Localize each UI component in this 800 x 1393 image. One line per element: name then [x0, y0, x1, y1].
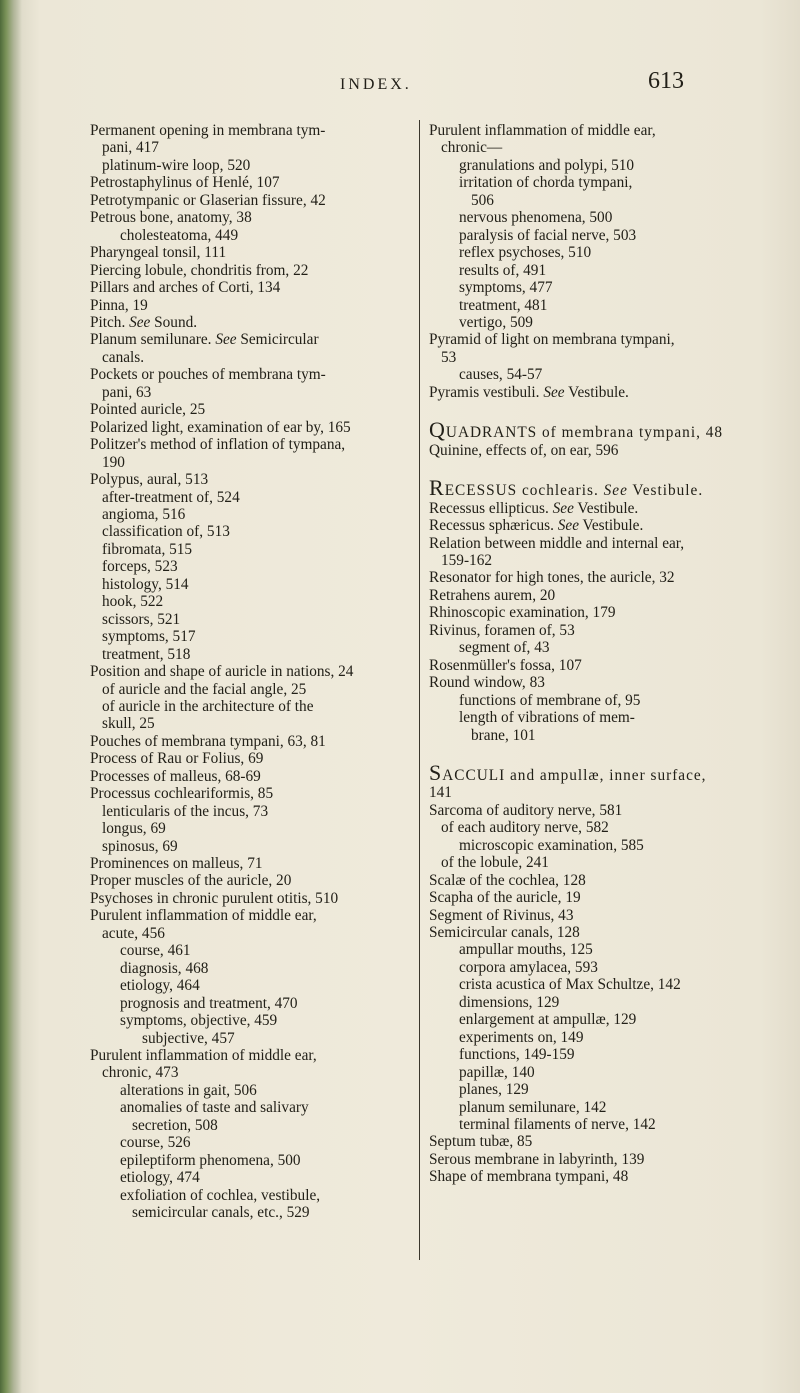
index-entry-line: Planum semilunare. See Semicircular	[90, 331, 319, 349]
index-entry-line: granulations and polypi, 510	[459, 156, 635, 174]
index-entry-line: Pyramis vestibuli. See Vestibule.	[429, 383, 629, 401]
index-entry-line: lenticularis of the incus, 73	[102, 802, 269, 820]
index-entry	[429, 157, 769, 174]
index-entry-line: Position and shape of auricle in nations, 24	[90, 663, 354, 681]
index-entry	[90, 663, 410, 733]
index-entry	[90, 506, 410, 523]
index-entry-line: Politzer's method of inflation of tympana,	[90, 436, 346, 454]
index-entry-line: skull, 25	[102, 715, 155, 733]
index-entry-line: Polarized light, examination of ear by, 165	[90, 418, 351, 436]
index-entry	[429, 889, 769, 906]
index-entry	[90, 331, 410, 366]
index-entry	[429, 209, 769, 226]
index-entry-line: functions, 149-159	[459, 1046, 575, 1064]
index-entry-line: Purulent inflammation of middle ear,	[90, 1047, 317, 1065]
index-column-right	[429, 122, 769, 1186]
index-column-left	[90, 122, 410, 1222]
index-entry	[429, 819, 769, 836]
index-entry	[429, 1011, 769, 1028]
index-entry-line: Scapha of the auricle, 19	[429, 889, 581, 907]
index-entry	[90, 628, 410, 645]
index-entry	[429, 314, 769, 331]
index-entry	[429, 122, 769, 157]
index-entry-line: cholesteatoma, 449	[120, 226, 239, 244]
index-entry	[429, 1099, 769, 1116]
index-entry-line: Recessus ellipticus. See Vestibule.	[429, 499, 639, 517]
index-entry-line: brane, 101	[471, 726, 536, 744]
index-entry	[429, 759, 769, 802]
index-entry	[90, 262, 410, 279]
index-entry-line: Sarcoma of auditory nerve, 581	[429, 801, 623, 819]
index-entry	[90, 523, 410, 540]
index-entry-line: 190	[102, 453, 125, 471]
page-number: 613	[648, 68, 684, 94]
index-entry	[90, 768, 410, 785]
index-entry-line: crista acustica of Max Schultze, 142	[459, 976, 681, 994]
section-gap	[429, 401, 769, 421]
index-entry	[90, 960, 410, 977]
index-entry	[90, 279, 410, 296]
index-entry	[90, 558, 410, 575]
index-entry-line: Processes of malleus, 68-69	[90, 767, 261, 785]
index-entry	[429, 692, 769, 709]
index-entry-line: Round window, 83	[429, 674, 545, 692]
index-entry-line: etiology, 464	[120, 977, 200, 995]
index-entry-line: canals.	[102, 348, 145, 366]
index-entry-line: Pinna, 19	[90, 296, 148, 314]
index-entry-line: paralysis of facial nerve, 503	[459, 226, 637, 244]
index-entry	[429, 331, 769, 366]
index-entry-line: Rivinus, foramen of, 53	[429, 621, 575, 639]
index-entry	[90, 401, 410, 418]
index-entry-line: reflex psychoses, 510	[459, 244, 592, 262]
index-entry	[90, 1169, 410, 1186]
index-entry-line: symptoms, 517	[102, 628, 196, 646]
index-entry-line: Scalæ of the cochlea, 128	[429, 871, 586, 889]
index-entry	[429, 262, 769, 279]
index-entry-line: of auricle in the architecture of the	[102, 697, 314, 715]
index-entry-line: Resonator for high tones, the auricle, 32	[429, 569, 675, 587]
index-entry-line: microscopic examination, 585	[459, 836, 644, 854]
index-entry-line: pani, 63	[102, 383, 152, 401]
index-entry-line: treatment, 518	[102, 645, 191, 663]
index-entry	[90, 174, 410, 191]
index-entry-line: chronic, 473	[102, 1064, 179, 1082]
index-entry-line: exfoliation of cochlea, vestibule,	[120, 1186, 321, 1204]
index-entry-line: acute, 456	[102, 924, 165, 942]
index-entry	[90, 1012, 410, 1029]
index-entry	[90, 227, 410, 244]
index-entry-line: length of vibrations of mem-	[459, 709, 635, 727]
index-entry	[90, 593, 410, 610]
index-entry	[429, 872, 769, 889]
index-entry-line: of auricle and the facial angle, 25	[102, 680, 307, 698]
index-entry-line: Pillars and arches of Corti, 134	[90, 279, 281, 297]
index-entry-line: diagnosis, 468	[120, 959, 209, 977]
index-entry	[429, 1133, 769, 1150]
index-entry-line: hook, 522	[102, 593, 164, 611]
index-entry	[90, 942, 410, 959]
index-entry	[429, 959, 769, 976]
index-entry-line: treatment, 481	[459, 296, 548, 314]
index-entry-line: of the lobule, 241	[441, 854, 549, 872]
index-entry	[90, 489, 410, 506]
index-entry	[90, 995, 410, 1012]
index-entry	[429, 1151, 769, 1168]
index-entry-line: Purulent inflammation of middle ear,	[90, 907, 317, 925]
index-entry-line: pani, 417	[102, 139, 159, 157]
index-entry-line: symptoms, objective, 459	[120, 1012, 278, 1030]
index-entry-line: course, 461	[120, 942, 191, 960]
index-entry	[90, 855, 410, 872]
index-entry-line: 506	[471, 191, 494, 209]
index-entry	[90, 157, 410, 174]
index-entry	[90, 436, 410, 471]
index-entry-line: planum semilunare, 142	[459, 1098, 607, 1116]
index-entry	[90, 977, 410, 994]
index-entry	[429, 994, 769, 1011]
index-entry-line: irritation of chorda tympani,	[459, 174, 633, 192]
index-entry	[90, 209, 410, 226]
section-initial-letter: S	[429, 759, 443, 785]
index-entry	[90, 297, 410, 314]
index-entry-line: Processus cochleariformis, 85	[90, 785, 274, 803]
index-entry-line: Purulent inflammation of middle ear,	[429, 122, 656, 139]
index-entry-line: Prominences on malleus, 71	[90, 855, 263, 873]
index-entry	[90, 872, 410, 889]
index-entry	[429, 1029, 769, 1046]
index-entry-line: fibromata, 515	[102, 540, 193, 558]
index-entry-line: Semicircular canals, 128	[429, 924, 580, 942]
index-entry	[90, 646, 410, 663]
index-entry	[90, 733, 410, 750]
index-entry	[90, 1099, 410, 1134]
index-entry	[90, 541, 410, 558]
index-entry	[429, 417, 769, 459]
section-initial-letter: Q	[429, 417, 446, 443]
index-entry	[429, 837, 769, 854]
index-entry-line: anomalies of taste and salivary	[120, 1099, 309, 1117]
index-entry-line: Shape of membrana tympani, 48	[429, 1168, 629, 1186]
index-entry	[429, 517, 769, 534]
index-entry-line: forceps, 523	[102, 558, 178, 576]
index-entry	[90, 366, 410, 401]
page-header	[0, 68, 800, 108]
index-entry-line: Pockets or pouches of membrana tym-	[90, 366, 326, 384]
section-gap	[429, 459, 769, 479]
index-entry-line: nervous phenomena, 500	[459, 209, 613, 227]
index-entry-line: symptoms, 477	[459, 279, 553, 297]
index-entry	[90, 890, 410, 907]
index-entry	[90, 1134, 410, 1151]
index-entry-line: papillæ, 140	[459, 1063, 535, 1081]
index-entry-line: Petrostaphylinus of Henlé, 107	[90, 174, 280, 192]
index-entry	[429, 854, 769, 871]
index-entry-line: 141	[429, 784, 452, 802]
index-entry-line: platinum-wire loop, 520	[102, 156, 251, 174]
index-entry-line: of each auditory nerve, 582	[441, 819, 609, 837]
index-entry-line: Process of Rau or Folius, 69	[90, 750, 264, 768]
index-entry	[90, 1047, 410, 1082]
index-entry	[429, 907, 769, 924]
index-entry-line: ampullar mouths, 125	[459, 941, 593, 959]
index-entry-line: experiments on, 149	[459, 1028, 584, 1046]
index-entry	[429, 976, 769, 993]
index-entry	[429, 174, 769, 209]
index-entry	[429, 1046, 769, 1063]
index-entry	[90, 192, 410, 209]
index-entry	[429, 941, 769, 958]
index-entry-line: vertigo, 509	[459, 313, 533, 331]
index-entry-line: chronic—	[441, 139, 503, 157]
book-spine-edge	[0, 0, 22, 1393]
section-initial-letter: R	[429, 475, 445, 501]
index-entry-line: Psychoses in chronic purulent otitis, 510	[90, 889, 339, 907]
index-entry	[429, 674, 769, 691]
index-entry-line: Proper muscles of the auricle, 20	[90, 872, 292, 890]
index-entry-line: corpora amylacea, 593	[459, 958, 598, 976]
index-entry-line: Pitch. See Sound.	[90, 313, 198, 331]
index-entry-line: Pyramid of light on membrana tympani,	[429, 331, 675, 349]
running-head: INDEX.	[340, 76, 412, 93]
index-entry-line: after-treatment of, 524	[102, 488, 240, 506]
index-entry-line: longus, 69	[102, 820, 166, 838]
index-entry	[429, 384, 769, 401]
index-entry-line: Pouches of membrana tympani, 63, 81	[90, 732, 326, 750]
index-entry-line: semicircular canals, etc., 529	[132, 1204, 310, 1222]
index-entry-line: Piercing lobule, chondritis from, 22	[90, 261, 309, 279]
index-entry	[90, 244, 410, 261]
index-entry	[429, 475, 769, 517]
index-entry	[429, 802, 769, 819]
index-entry-line: RECESSUS cochlearis. See Vestibule.	[429, 475, 704, 501]
index-entry-line: Relation between middle and internal ear,	[429, 534, 685, 552]
index-entry	[90, 1082, 410, 1099]
index-entry-line: secretion, 508	[132, 1116, 218, 1134]
index-entry-line: Retrahens aurem, 20	[429, 586, 556, 604]
index-entry-line: angioma, 516	[102, 505, 186, 523]
index-entry	[429, 657, 769, 674]
index-entry	[90, 1030, 410, 1047]
index-entry-line: functions of membrane of, 95	[459, 691, 641, 709]
index-entry-line: 53	[441, 348, 457, 366]
index-entry-line: spinosus, 69	[102, 837, 178, 855]
index-entry	[429, 587, 769, 604]
index-entry-line: Polypus, aural, 513	[90, 471, 209, 489]
index-entry-line: results of, 491	[459, 261, 547, 279]
index-entry	[429, 1081, 769, 1098]
index-entry-line: Segment of Rivinus, 43	[429, 906, 574, 924]
index-entry	[429, 366, 769, 383]
index-entry-line: segment of, 43	[459, 639, 550, 657]
index-entry	[429, 244, 769, 261]
index-entry-line: terminal filaments of nerve, 142	[459, 1116, 656, 1134]
index-entry	[429, 604, 769, 621]
index-entry-line: epileptiform phenomena, 500	[120, 1151, 301, 1169]
index-entry	[429, 1116, 769, 1133]
index-entry-line: Pointed auricle, 25	[90, 401, 206, 419]
index-entry-line: alterations in gait, 506	[120, 1081, 257, 1099]
index-entry-line: Petrous bone, anatomy, 38	[90, 209, 252, 227]
index-entry-line: course, 526	[120, 1134, 191, 1152]
index-entry-line: Serous membrane in labyrinth, 139	[429, 1150, 645, 1168]
index-entry-line: Rosenmüller's fossa, 107	[429, 656, 582, 674]
index-entry-line: SACCULI and ampullæ, inner surface,	[429, 759, 707, 785]
index-entry-line: Recessus sphæricus. See Vestibule.	[429, 517, 644, 535]
index-entry	[429, 639, 769, 656]
index-entry	[429, 569, 769, 586]
index-entry-line: classification of, 513	[102, 523, 230, 541]
index-entry	[90, 611, 410, 628]
index-entry	[90, 576, 410, 593]
index-entry	[90, 419, 410, 436]
index-entry-line: Pharyngeal tonsil, 111	[90, 244, 227, 262]
index-entry-line: etiology, 474	[120, 1169, 200, 1187]
column-divider	[419, 120, 420, 1260]
index-entry-line: Quinine, effects of, on ear, 596	[429, 441, 619, 459]
index-entry	[429, 279, 769, 296]
index-entry	[90, 750, 410, 767]
index-entry-line: scissors, 521	[102, 610, 181, 628]
index-entry	[90, 1152, 410, 1169]
index-entry	[429, 297, 769, 314]
index-entry	[429, 535, 769, 570]
index-entry-line: Permanent opening in membrana tym-	[90, 122, 326, 139]
index-entry	[90, 785, 410, 855]
index-entry-line: enlargement at ampullæ, 129	[459, 1011, 637, 1029]
index-entry	[90, 122, 410, 157]
index-entry-line: histology, 514	[102, 575, 189, 593]
index-entry	[429, 1064, 769, 1081]
index-entry-line: prognosis and treatment, 470	[120, 994, 298, 1012]
index-entry	[90, 314, 410, 331]
index-entry	[429, 622, 769, 639]
index-entry-line: QUADRANTS of membrana tympani, 48	[429, 417, 724, 443]
index-entry	[429, 227, 769, 244]
index-entry	[90, 1187, 410, 1222]
index-entry	[429, 1168, 769, 1185]
index-entry-line: subjective, 457	[142, 1029, 235, 1047]
index-entry-line: planes, 129	[459, 1081, 529, 1099]
index-entry-line: dimensions, 129	[459, 993, 560, 1011]
index-entry	[429, 709, 769, 744]
index-entry-line: Rhinoscopic examination, 179	[429, 604, 616, 622]
section-gap	[429, 744, 769, 764]
index-entry	[429, 924, 769, 941]
index-entry-line: 159-162	[441, 551, 492, 569]
index-entry	[90, 907, 410, 942]
index-entry-line: causes, 54-57	[459, 366, 543, 384]
index-entry	[90, 471, 410, 488]
index-entry-line: Septum tubæ, 85	[429, 1133, 533, 1151]
index-entry-line: Petrotympanic or Glaserian fissure, 42	[90, 191, 326, 209]
